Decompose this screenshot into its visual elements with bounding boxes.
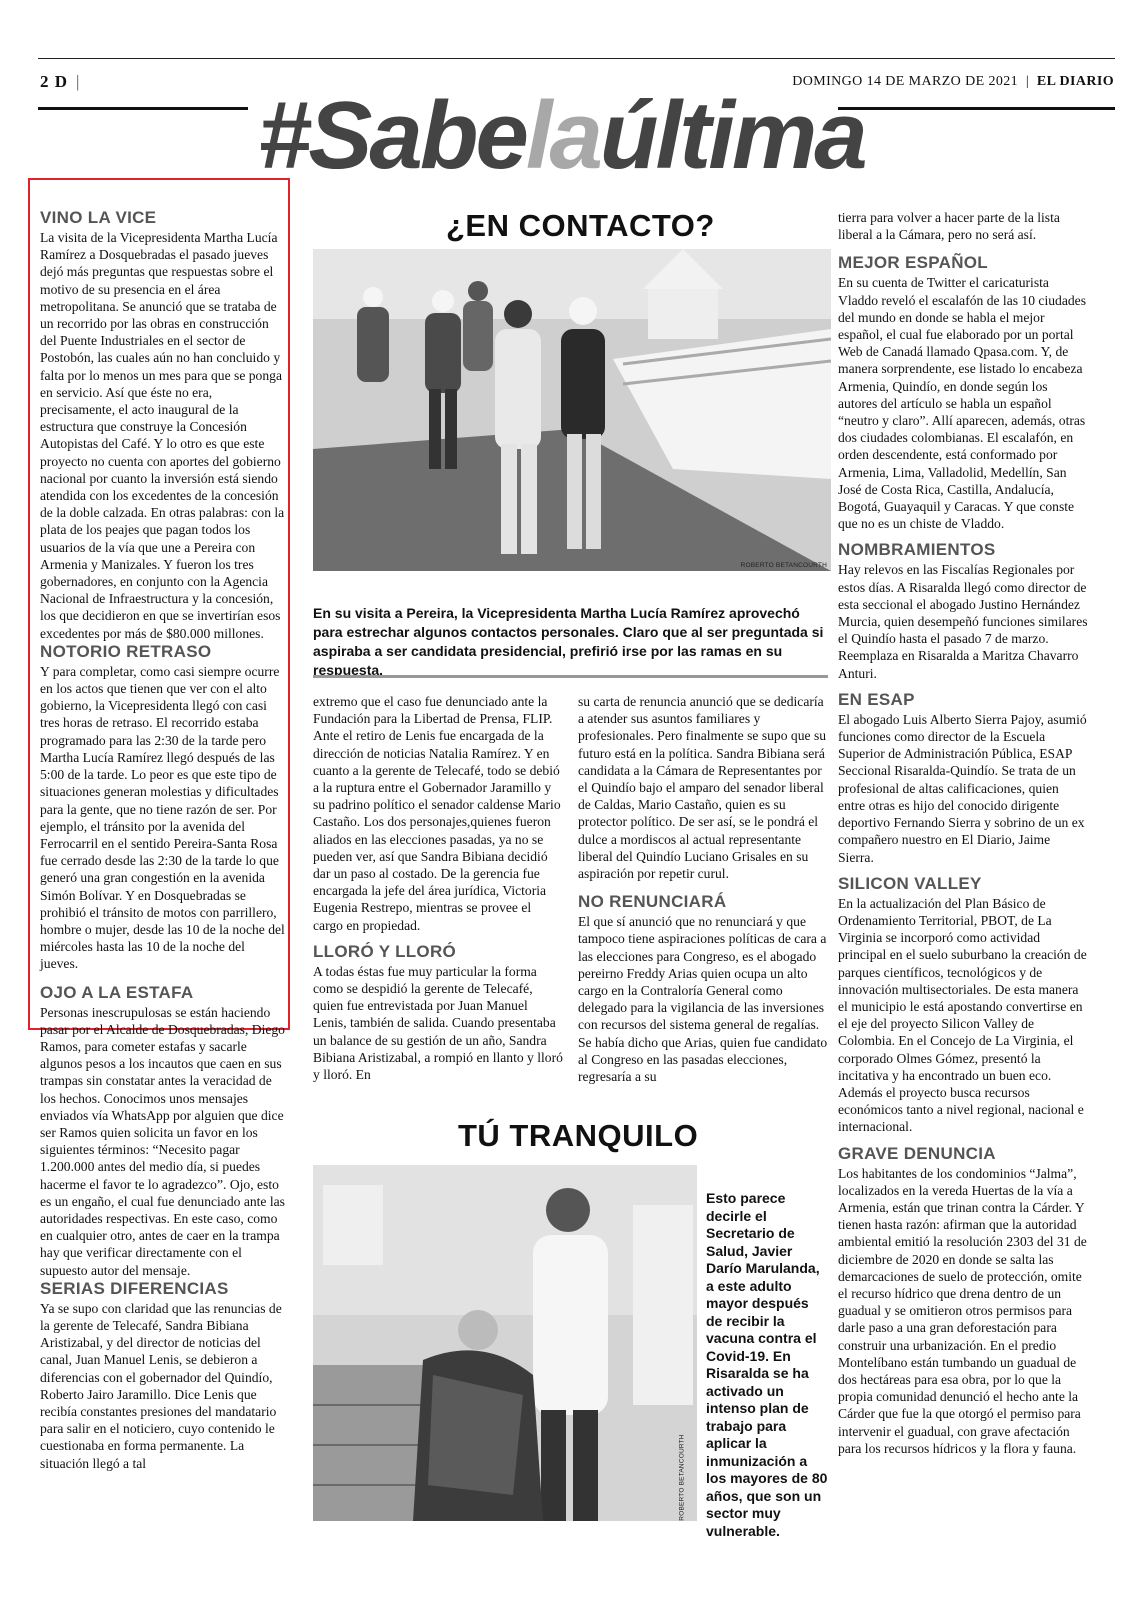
article-serias-diferencias <box>40 1279 285 1472</box>
column-1 <box>40 208 285 1472</box>
article-silicon-valley <box>838 874 1088 1136</box>
article-nombramientos <box>838 540 1088 681</box>
article-body: Ya se supo con claridad que las renuncias de la gerente de Telecafé, Sandra Bibiana Aristizabal, y del director de noticias del canal, Juan Manuel Lenis, se debieron a diferencias con el gobernador del Quindío, Roberto Jairo Jaramillo. Dice Lenis que recibía constantes presiones del mandatario para salir en el noticiero, cuyo contenido le cuestionaba en forma permanente. La situación llegó a tal <box>40 1300 282 1471</box>
article-mejor-espanol <box>838 253 1088 532</box>
issue-date: DOMINGO 14 DE MARZO DE 2021 <box>792 74 1019 89</box>
header-rule-right <box>838 107 1115 110</box>
article-body: El abogado Luis Alberto Sierra Pajoy, asumió funciones como director de la Escuela Superior de Administración Pública, ESAP Seccional Risaralda-Quindío. Se trata de un profesional de altas calificaciones, quien entre otras es hijo del conocido dirigente deportivo Fernando Sierra y sobrino de un ex compañero nuestro en El Diario, Jaime Sierra. <box>838 711 1087 865</box>
section-divider <box>313 675 828 678</box>
top-rule <box>38 58 1115 59</box>
article-body: Y para completar, como casi siempre ocurre en los actos que tienen que ver con el alto gobierno, la Vicepresidenta llegó con casi tres horas de retraso. El recorrido estaba programado para las 2:30 de la tarde pero Martha Lucía Ramírez llegó después de las 5:00 de la tarde. Lo peor es que este tipo de situaciones generan molestias y dificultades para la gente, que no tiene razón de ser. Por ejemplo, el tránsito por la avenida del Ferrocarril en el sentido Pereira-Santa Rosa fue cerrado desde las 2:30 de la tarde lo que generó una gran congestión en la avenida Simón Bolívar. Y en Dosquebradas se prohibió el tránsito de motos con parrillero, hombre o mujer, desde las 10 de la noche del miércoles hasta las 10 de la noche del jueves. <box>40 663 285 972</box>
article-ojo-a-la-estafa <box>40 983 285 1279</box>
header-rule-left <box>38 107 248 110</box>
section-masthead: #Sabelaúltima <box>258 82 865 189</box>
article-body: tierra para volver a hacer parte de la lista liberal a la Cámara, pero no será así. <box>838 210 1060 243</box>
photo-vacuna <box>313 1165 697 1521</box>
article-body: Hay relevos en las Fiscalías Regionales por estos días. A Risaralda llegó como director de esta seccional el abogado Justino Hernández Murcia, quien desempeñó funciones similares el Quindío hasta el pasado 7 de marzo. Reemplaza en Risaralda a Maritza Chavarro Anturi. <box>838 562 1088 681</box>
publication-name: EL DIARIO <box>1036 74 1114 89</box>
article-body: En su cuenta de Twitter el caricaturista Vladdo reveló el escalafón de las 10 ciudades del mundo en donde se habla el mejor español, el cual fue elaborado por un portal Web de Canadá llamado Qpasa.com. Y, de manera sorprendente, ese listado lo encabeza Armenia, Quindío, en donde según los autores del artículo se habla un español “neutro y claro”. Allí aparecen, además, otras dos ciudades colombianas. El escalafón, en orden descendente, está conformado por Armenia, Lima, Valladolid, Medellín, San José de Costa Rica, Castilla, Andalucía, Bogotá, Guayaquil y Caracas. Y que conste que no es un chiste de Vladdo. <box>838 275 1086 532</box>
section-title: SERIAS DIFERENCIAS <box>40 1278 229 1298</box>
article-body: Los habitantes de los condominios “Jalma”, localizados en la vereda Huertas de la vía a Armenia, están que trinan contra la Cárder. Y tienen hasta razón: afirman que la autoridad ambiental emitió la resolución 2303 del 31 de diciembre de 2020 en donde se salta las demarcaciones de suelo de protección, omite el recurso hídrico que drena dentro de un guadual y se omitieron otros permisos para darle paso a una gran deforestación para construir una urbanización. En el predio Montelíbano están tumbando un guadual de dos hectáreas para esa obra, por lo que la propia comunidad denunció el hecho ante la Cárder que fue la que otorgó el permiso para intervenir el guadual, con grave afectación para los recursos hídricos y la flora y fauna. <box>838 1165 1087 1456</box>
article-vino-la-vice <box>40 208 285 642</box>
headline-en-contacto: ¿EN CONTACTO? <box>446 208 715 243</box>
article-body: En la actualización del Plan Básico de Ordenamiento Territorial, PBOT, de La Virginia se incorporó como actividad principal en el suelo suburbano la creación de parques científicos, tecnológicos y de innovación multisectoriales. De esta manera el municipio le está apostando convertirse en el eje del proyecto Silicon Valley de Colombia. En el Concejo de La Virginia, el corporado Olmes Gómez, presentó la incitativa y ha encontrado un buen eco. Además el proyecto busca recursos económicos tanto a nivel regional, nacional e internacional. <box>838 895 1087 1135</box>
column-4 <box>838 209 1088 1457</box>
column-3 <box>578 693 833 1085</box>
section-title: MEJOR ESPAÑOL <box>838 253 988 273</box>
article-body: su carta de renuncia anunció que se dedicaría a atender sus asuntos familiares y profesionales. Pero finalmente se supo que su futuro está en la política. Sandra Bibiana será candidata a la Cámara de Representantes por el Quindío bajo el amparo del senador liberal de Caldas, Mario Castaño, quien es su protector político. De ser así, se le pondrá el dulce a mordiscos al actual representante liberal del Quindío Luciano Grisales en su aspiración por repetir curul. <box>578 694 827 882</box>
section-title: EN ESAP <box>838 689 915 709</box>
section-title: OJO A LA ESTAFA <box>40 982 194 1002</box>
section-title: VINO LA VICE <box>40 208 157 227</box>
section-title: NO RENUNCIARÁ <box>578 892 727 912</box>
article-grave-denuncia <box>838 1144 1088 1457</box>
article-notorio-retraso <box>40 642 285 973</box>
page-number: 2 D | <box>40 72 81 91</box>
article-body: La visita de la Vicepresidenta Martha Lucía Ramírez a Dosquebradas el pasado jueves dejó más preguntas que respuestas sobre el motivo de su presencia en el área metropolitana. Se anunció que se trataba de un recorrido por las obras en construcción del Puente Industriales en el sector de Postobón, las cuales aún no han concluido y falta por lo menos un mes para que se ponga en servicio. Así que éste no era, precisamente, el acto inaugural de la estructura que construye la Concesión Autopistas del Café. Y lo otro es que este proyecto no cuenta con aportes del gobierno nacional por cuanto la inversión está siendo atendida con los excedentes de la concesión de la doble calzada. En otras palabras: con la plata de los peajes que pagan todos los usuarios de la vía que une a Pereira con Armenia y Manizales. Y fueron los tres gobernadores, en conjunto con la Agencia Nacional de Infraestructura y la concesión, los que decidieron en que se invertirían esos excedentes por más de $80.000 millones. <box>40 230 285 641</box>
article-en-esap <box>838 690 1088 866</box>
photo-caption: En su visita a Pereira, la Vicepresidenta Martha Lucía Ramírez aprovechó para estrechar algunos contactos personales. Claro que al ser preguntada si aspiraba a ser candidata presidencial, prefirió irse por las ramas en su respuesta. <box>313 605 824 678</box>
article-body: extremo que el caso fue denunciado ante la Fundación para la Libertad de Prensa, FLIP. Ante el retiro de Lenis fue encargada de la dirección de noticias Natalia Ramírez. Y en cuanto a la gerente de Telecafé, todo se debió a la ruptura entre el Gobernador Jaramillo y su padrino político el senador caldense Mario Castaño. Los dos personajes,quienes fueron aliados en las elecciones pasadas, ya no se pueden ver, así que Sandra Bibiana decidió dar un paso al costado. De la gerencia fue encargada la jefe del área jurídica, Victoria Eugenia Restrepo, mientras se provee el cargo en propiedad. <box>313 694 561 933</box>
photo-credit: ROBERTO BETANCOURTH <box>678 1434 686 1521</box>
photo-illustration <box>313 1165 697 1521</box>
section-title: NOMBRAMIENTOS <box>838 540 996 560</box>
headline-tu-tranquilo: TÚ TRANQUILO <box>458 1118 699 1153</box>
section-title: GRAVE DENUNCIA <box>838 1143 996 1163</box>
photo-caption: Esto parece decirle el Secretario de Salud, Javier Darío Marulanda, a este adulto mayor después de recibir la vacuna contra el Covid-19. En Risaralda se ha activado un intenso plan de trabajo para aplicar la inmunización a los mayores de 80 años, que son un sector muy vulnerable. <box>706 1190 828 1539</box>
section-title: LLORÓ Y LLORÓ <box>313 941 457 961</box>
article-body: A todas éstas fue muy particular la forma como se despidió la gerente de Telecafé, quien fue entrevistada por Juan Manuel Lenis, también de salida. Cuando presentaba un balance de su gestión de un año, Sandra Bibiana Aristizabal, a rompió en llanto y lloró y lloró. En <box>313 963 563 1083</box>
section-title: SILICON VALLEY <box>838 873 982 893</box>
column-2 <box>313 693 563 1083</box>
dateline: DOMINGO 14 DE MARZO DE 2021 | EL DIARIO <box>792 74 1114 89</box>
article-body: Personas inescrupulosas se están haciendo pasar por el Alcalde de Dosquebradas, Diego Ramos, para cometer estafas y sacarle algunos pesos a los incautos que caen en sus trampas sin constatar antes la veracidad de los hechos. Conocimos unos mensajes enviados vía WhatsApp por alguien que dice ser Ramos quien solicita un favor en los siguientes términos: “Necesito pagar 1.200.000 antes del medio día, si puedes hacerme el favor te lo agradezco”. Ojo, esto es un engaño, el cual fue denunciado ante las autoridades respectivas. En este caso, como en cualquier otro, antes de caer en la trampa hay que verificar directamente con el supuesto autor del mensaje. <box>40 1004 285 1278</box>
section-title: NOTORIO RETRASO <box>40 641 212 661</box>
photo-illustration <box>313 249 831 571</box>
article-body: El que sí anunció que no renunciará y que tampoco tiene aspiraciones políticas de cara a las elecciones para Congreso, es el abogado pereirno Freddy Arias quien ocupa un alto cargo en la Contraloría General como delegado para la vigilancia de las inversiones con recursos del sistema general de regalías. Se había dicho que Arias, quien fue candidato al Congreso en las pasadas elecciones, regresaría a su <box>578 914 828 1085</box>
photo-credit: ROBERTO BETANCOURTH <box>740 562 827 569</box>
photo-vicepresidenta <box>313 249 831 571</box>
